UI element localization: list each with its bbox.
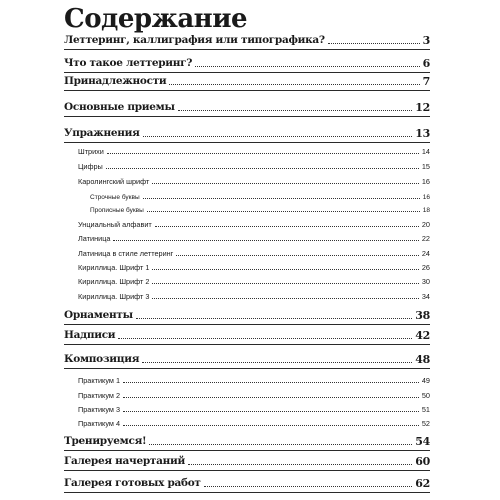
toc-entry-page-number: 38 bbox=[415, 309, 430, 322]
section-divider bbox=[64, 49, 430, 50]
toc-entry-label: Надписи bbox=[64, 329, 116, 341]
toc-entry-page-number: 26 bbox=[421, 263, 430, 272]
toc-entry[interactable] bbox=[64, 477, 430, 490]
dot-leader bbox=[328, 43, 420, 44]
section-divider bbox=[64, 368, 430, 369]
toc-entry[interactable] bbox=[78, 405, 430, 415]
toc-entry[interactable] bbox=[78, 263, 430, 273]
dot-leader bbox=[152, 298, 418, 299]
section-divider bbox=[64, 72, 430, 73]
dot-leader bbox=[152, 283, 418, 284]
toc-entry-label: Галерея готовых работ bbox=[64, 477, 201, 489]
toc-entry-label: Галерея начертаний bbox=[64, 455, 185, 467]
toc-entry-label: Прописные буквы bbox=[90, 207, 144, 214]
toc-entry-label: Кириллица. Шрифт 3 bbox=[78, 292, 150, 301]
dot-leader bbox=[123, 425, 419, 426]
toc-entry-label: Кириллица. Шрифт 2 bbox=[78, 277, 150, 286]
toc-entry-label: Орнаменты bbox=[64, 309, 133, 321]
toc-entry[interactable] bbox=[64, 309, 430, 322]
toc-entry[interactable] bbox=[90, 193, 430, 202]
toc-entry-page-number: 12 bbox=[415, 101, 430, 114]
toc-entry[interactable] bbox=[78, 391, 430, 401]
dot-leader bbox=[169, 84, 419, 85]
toc-entry-page-number: 49 bbox=[421, 376, 430, 385]
dot-leader bbox=[113, 240, 418, 241]
dot-leader bbox=[188, 464, 412, 465]
dot-leader bbox=[142, 362, 412, 363]
toc-entry-label: Штрихи bbox=[78, 147, 104, 156]
toc-entry-label: Композиция bbox=[64, 353, 140, 365]
toc-entry[interactable] bbox=[90, 206, 430, 215]
toc-entry-label: Принадлежности bbox=[64, 75, 167, 87]
toc-entry[interactable] bbox=[64, 329, 430, 342]
toc-entry[interactable] bbox=[78, 277, 430, 287]
toc-entry-label: Упражнения bbox=[64, 127, 140, 139]
dot-leader bbox=[204, 486, 413, 487]
section-divider bbox=[64, 470, 430, 471]
toc-entry[interactable] bbox=[64, 353, 430, 366]
dot-leader bbox=[123, 397, 419, 398]
toc-entry-page-number: 51 bbox=[421, 405, 430, 414]
toc-entry-label: Практикум 2 bbox=[78, 391, 120, 400]
toc-entry[interactable] bbox=[78, 220, 430, 230]
toc-entry-page-number: 48 bbox=[415, 353, 430, 366]
toc-entry-page-number: 15 bbox=[421, 162, 430, 171]
toc-entry[interactable] bbox=[78, 292, 430, 302]
dot-leader bbox=[136, 318, 412, 319]
toc-entry-page-number: 60 bbox=[415, 455, 430, 468]
toc-entry[interactable] bbox=[78, 419, 430, 429]
section-divider bbox=[64, 116, 430, 117]
section-divider bbox=[64, 90, 430, 91]
dot-leader bbox=[123, 411, 419, 412]
dot-leader bbox=[106, 168, 419, 169]
toc-entry[interactable] bbox=[64, 57, 430, 70]
dot-leader bbox=[147, 211, 420, 212]
dot-leader bbox=[107, 153, 419, 154]
toc-entry-label: Практикум 4 bbox=[78, 419, 120, 428]
dot-leader bbox=[143, 198, 420, 199]
toc-entry-page-number: 34 bbox=[421, 292, 430, 301]
toc-entry[interactable] bbox=[78, 177, 430, 187]
toc-entry-label: Тренируемся! bbox=[64, 435, 147, 447]
toc-entry-page-number: 22 bbox=[421, 234, 430, 243]
toc-entry-label: Практикум 1 bbox=[78, 376, 120, 385]
toc-entry[interactable] bbox=[78, 249, 430, 259]
toc-entry-label: Цифры bbox=[78, 162, 103, 171]
dot-leader bbox=[176, 255, 419, 256]
dot-leader bbox=[155, 226, 419, 227]
toc-entry-label: Строчные буквы bbox=[90, 194, 140, 201]
page-title: Содержание bbox=[64, 4, 248, 34]
toc-entry-label: Унциальный алфавит bbox=[78, 220, 152, 229]
dot-leader bbox=[178, 110, 413, 111]
toc-entry-page-number: 20 bbox=[421, 220, 430, 229]
dot-leader bbox=[123, 382, 419, 383]
toc-entry-page-number: 16 bbox=[421, 177, 430, 186]
toc-entry[interactable] bbox=[64, 455, 430, 468]
toc-entry-label: Латиница в стиле леттеринг bbox=[78, 249, 174, 258]
toc-entry[interactable] bbox=[78, 147, 430, 157]
toc-entry-label: Латиница bbox=[78, 234, 111, 243]
dot-leader bbox=[195, 66, 419, 67]
toc-entry[interactable] bbox=[64, 34, 430, 47]
section-divider bbox=[64, 142, 430, 143]
toc-entry[interactable] bbox=[78, 234, 430, 244]
toc-entry-page-number: 18 bbox=[422, 207, 430, 214]
toc-entry-page-number: 16 bbox=[422, 194, 430, 201]
dot-leader bbox=[152, 183, 419, 184]
toc-entry[interactable] bbox=[64, 75, 430, 88]
toc-entry[interactable] bbox=[64, 101, 430, 114]
toc-entry-page-number: 13 bbox=[415, 127, 430, 140]
toc-entry-page-number: 62 bbox=[415, 477, 430, 490]
toc-entry-page-number: 3 bbox=[422, 34, 430, 47]
dot-leader bbox=[118, 338, 412, 339]
dot-leader bbox=[149, 444, 412, 445]
toc-entry-page-number: 50 bbox=[421, 391, 430, 400]
toc-entry-label: Кириллица. Шрифт 1 bbox=[78, 263, 150, 272]
section-divider bbox=[64, 324, 430, 325]
section-divider bbox=[64, 344, 430, 345]
toc-entry-label: Основные приемы bbox=[64, 101, 175, 113]
toc-entry-label: Каролингский шрифт bbox=[78, 177, 150, 186]
toc-entry[interactable] bbox=[78, 376, 430, 386]
toc-entry-page-number: 42 bbox=[415, 329, 430, 342]
toc-entry-page-number: 30 bbox=[421, 277, 430, 286]
toc-entry-label: Леттеринг, каллиграфия или типографика? bbox=[64, 34, 325, 46]
toc-entry-page-number: 54 bbox=[415, 435, 430, 448]
toc-entry-page-number: 14 bbox=[421, 147, 430, 156]
toc-entry-label: Практикум 3 bbox=[78, 405, 120, 414]
toc-entry-page-number: 7 bbox=[422, 75, 430, 88]
toc-entry-label: Что такое леттеринг? bbox=[64, 57, 193, 69]
toc-entry-page-number: 6 bbox=[422, 57, 430, 70]
section-divider bbox=[64, 492, 430, 493]
toc-entry-page-number: 24 bbox=[421, 249, 430, 258]
toc-entry[interactable] bbox=[64, 435, 430, 448]
toc-entry[interactable] bbox=[78, 162, 430, 172]
dot-leader bbox=[152, 269, 418, 270]
toc-entry[interactable] bbox=[64, 127, 430, 140]
toc-entry-page-number: 52 bbox=[421, 419, 430, 428]
section-divider bbox=[64, 450, 430, 451]
dot-leader bbox=[143, 136, 413, 137]
